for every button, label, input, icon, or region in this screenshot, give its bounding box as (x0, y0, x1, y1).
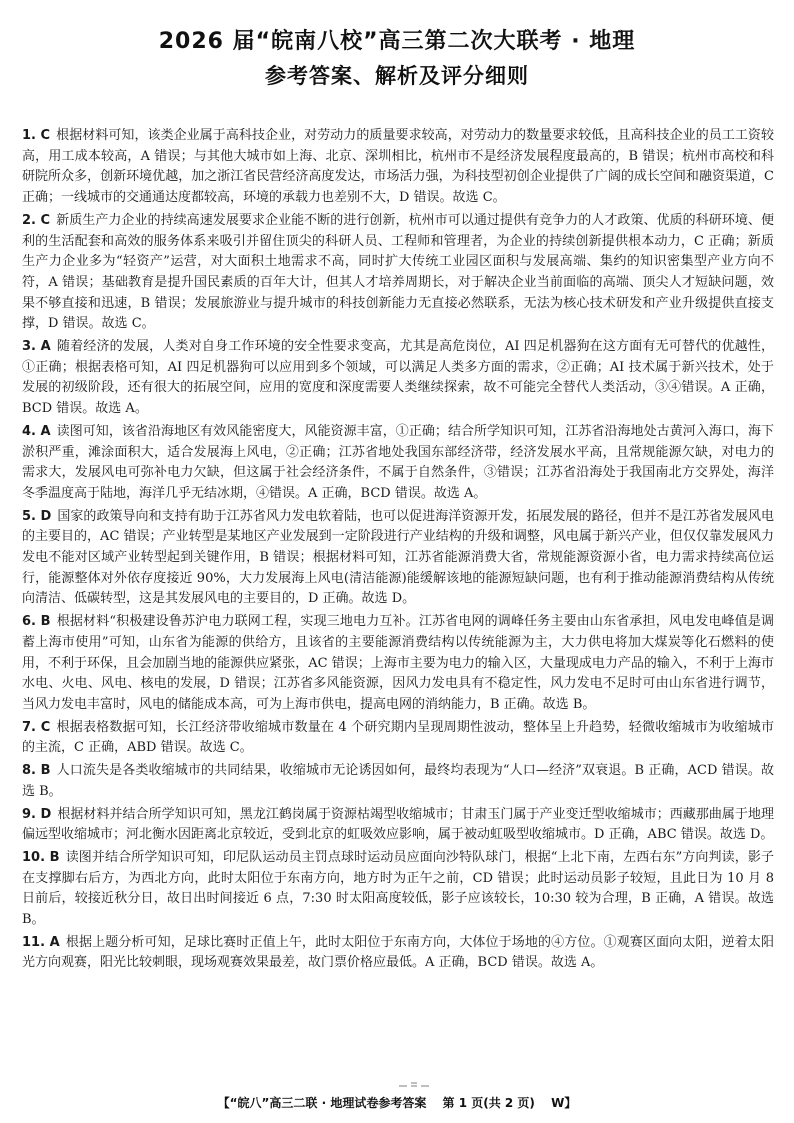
answer-explanation: 根据表格数据可知，长江经济带收缩城市数量在 4 个研究期内呈现周期性波动，整体呈上升趋势，轻微收缩城市为收缩城市的主流，C 正确，ABD 错误。故选 C。 (22, 719, 774, 756)
footer-exam-name: 【“皖八”高三二联 · 地理试卷参考答案 (217, 1096, 427, 1110)
page-title: 2026 届“皖南八校”高三第二次大联考 · 地理 (158, 29, 636, 54)
answer-item-6 (22, 612, 774, 716)
answer-item-1 (22, 126, 774, 209)
answer-explanation: 根据材料“积极建设鲁苏沪电力联网工程，实现三地电力互补。江苏省电网的调峰任务主要由山东省承担，风电发电峰值是调蓄上海市使用”可知，山东省为能源的供给方，且该省的主要能源消费结构以传统能源为主，大力供电将加大煤炭等化石燃料的使用，不利于环保，且会加剧当地的能源供应紧张，AC 错误；上海市主要为电力的输入区，大量现成电力产品的输入，不利于上海市水电、火电、风电、核电的发展，D 错误；江苏省多风能资源，因风力发电具有不稳定性，风力发电不足时可由山东省进行调节，当风力发电丰富时，风电的储能成本高，可为上海市供电，提高电网的消纳能力，B 正确。故选 B。 (22, 614, 774, 712)
page-footer (0, 1094, 794, 1111)
answer-explanation: 根据上题分析可知，足球比赛时正值上午，此时太阳位于东南方向，大体位于场地的④方位。①观赛区面向太阳，逆着太阳光方向观赛，阳光比较刺眼，现场观赛效果最差，故门票价格应最低。A 正确，BCD 错误。故选 A。 (22, 934, 774, 971)
answer-item-8 (22, 761, 774, 802)
answer-item-3 (22, 337, 774, 420)
answer-item-10 (22, 848, 774, 931)
answer-number: 11. A (22, 934, 60, 950)
answer-explanation: 读图可知，该省沿海地区有效风能密度大，风能资源丰富，①正确；结合所学知识可知，江苏省沿海地处古黄河入海口，海下淤积严重，滩涂面积大，适合发展海上风电，②正确；江苏省地处我国东部经济带，经济发展水平高，且常规能源欠缺，对电力的需求大，发展风电可弥补电力欠缺，但这属于社会经济条件，不属于自然条件，③错误；江苏省沿海处于我国南北方交界处，海洋冬季温度高于陆地，海洋几乎无结冰期，④错误。A 正确，BCD 错误。故选 A。 (22, 423, 774, 501)
answer-list (22, 126, 774, 976)
answer-number: 3. A (22, 339, 51, 355)
answer-number: 2. C (22, 212, 51, 228)
footer-page-number: 第 1 页(共 2 页) (442, 1096, 535, 1110)
footer-version: W】 (551, 1096, 577, 1110)
answer-item-4 (22, 422, 774, 505)
answer-number: 1. C (22, 128, 51, 143)
answer-number: 7. C (22, 719, 51, 735)
answer-item-2 (22, 211, 774, 335)
answer-explanation: 根据材料并结合所学知识可知，黑龙江鹤岗属于资源枯竭型收缩城市；甘肃玉门属于产业变迁型收缩城市；西藏那曲属于地理偏远型收缩城市；河北衡水因距离北京较近，受到北京的虹吸效应影响，属于被动虹吸型收缩城市。D 正确，ABC 错误。故选 D。 (22, 806, 774, 843)
answer-item-9 (22, 805, 774, 846)
answer-item-11 (22, 933, 774, 974)
answer-number: 8. B (22, 763, 51, 779)
answer-explanation: 新质生产力企业的持续高速发展要求企业能不断的进行创新，杭州市可以通过提供有竞争力的人才政策、优质的科研环境、便利的生活配套和高效的服务体系来吸引并留住顶尖的科研人员、工程师和管理者，为企业的持续创新提供根本动力，C 正确；新质生产力企业多为“轻资产”运营，对大面积土地需求不高，同时扩大传统工业园区面积与发展高端、集约的知识密集型产业方向不符，A 错误；基础教育是提升国民素质的百年大计，但其人才培养周期长，对于解决企业当前面临的高端、顶尖人才短缺问题，效果不够直接和迅速，B 错误；发展旅游业与提升城市的科技创新能力无直接必然联系，无法为核心技术研发和产业升级提供直接支撑，D 错误。故选 C。 (22, 212, 774, 332)
answer-explanation: 人口流失是各类收缩城市的共同结果，收缩城市无论诱因如何，最终均表现为“人口—经济”双衰退。B 正确，ACD 错误。故选 B。 (22, 763, 774, 799)
answer-number: 6. B (22, 614, 51, 630)
answer-item-7 (22, 718, 774, 759)
answer-number: 4. A (22, 423, 51, 439)
answer-item-5 (22, 507, 774, 611)
answer-number: 10. B (22, 849, 60, 865)
answer-explanation: 读图并结合所学知识可知，印尼队运动员主罚点球时运动员应面向沙特队球门，根据“上北下南，左西右东”方向判读，影子在支撑脚右后方，为西北方向，此时太阳位于东南方向，地方时为正午之前，CD 错误；此时运动员影子较短，且此日为 10 月 8 日前后，较接近秋分日，故日出时间接近 6 点，7:30 时太阳高度较低，影子应该较长，10:30 较为合理，B 正确，A 错误。故选 B。 (22, 849, 774, 928)
answer-explanation: 国家的政策导向和支持有助于江苏省风力发电软着陆，也可以促进海洋资源开发，拓展发展的路径，但并不是江苏省发展风电的主要目的，AC 错误；产业转型是某地区产业发展到一定阶段进行产业结构的升级和调整，风电属于新兴产业，但仅仅靠发展风力发电不能对区域产业转型起到关键作用，B 错误；根据材料可知，江苏省能源消费大省，常规能源资源小省，电力需求持续高位运行，能源整体对外依存度接近 90%，大力发展海上风电(清洁能源)能缓解该地的能源短缺问题，也有利于推动能源消费结构从传统向清洁、低碳转型，这是其发展风电的主要目的，D 正确。故选 D。 (22, 508, 774, 607)
answer-number: 5. D (22, 508, 52, 524)
answer-explanation: 随着经济的发展，人类对自身工作环境的安全性要求变高，尤其是高危岗位，AI 四足机器狗在这方面有无可替代的优越性，①正确；根据表格可知，AI 四足机器狗可以应用到多个领域，可以满足人类多方面的需求，②正确；AI 技术属于新兴技术，处于发展的初级阶段，还有很大的拓展空间，应用的宽度和深度需要人类继续探索，故不可能完全替代人类活动，③④错误。A 正确，BCD 错误。故选 A。 (22, 339, 774, 417)
answer-explanation: 根据材料可知，该类企业属于高科技企业，对劳动力的质量要求较高，对劳动力的数量要求较低，且高科技企业的员工工资较高，用工成本较高，A 错误；与其他大城市如上海、北京、深圳相比，杭州市不是经济发展程度最高的，B 错误；杭州市高校和科研院所众多，创新环境优越，加之浙江省民营经济高度发达，市场活力强，为科技型初创企业提供了广阔的成长空间和融资渠道，C 正确；一线城市的交通通达度都较高，环境的承载力也差别不大，D 错误。故选 C。 (22, 128, 774, 206)
answer-number: 9. D (22, 806, 52, 822)
page-subtitle: 参考答案、解析及评分细则 (265, 64, 529, 88)
scan-artifact-mark (395, 1080, 435, 1090)
